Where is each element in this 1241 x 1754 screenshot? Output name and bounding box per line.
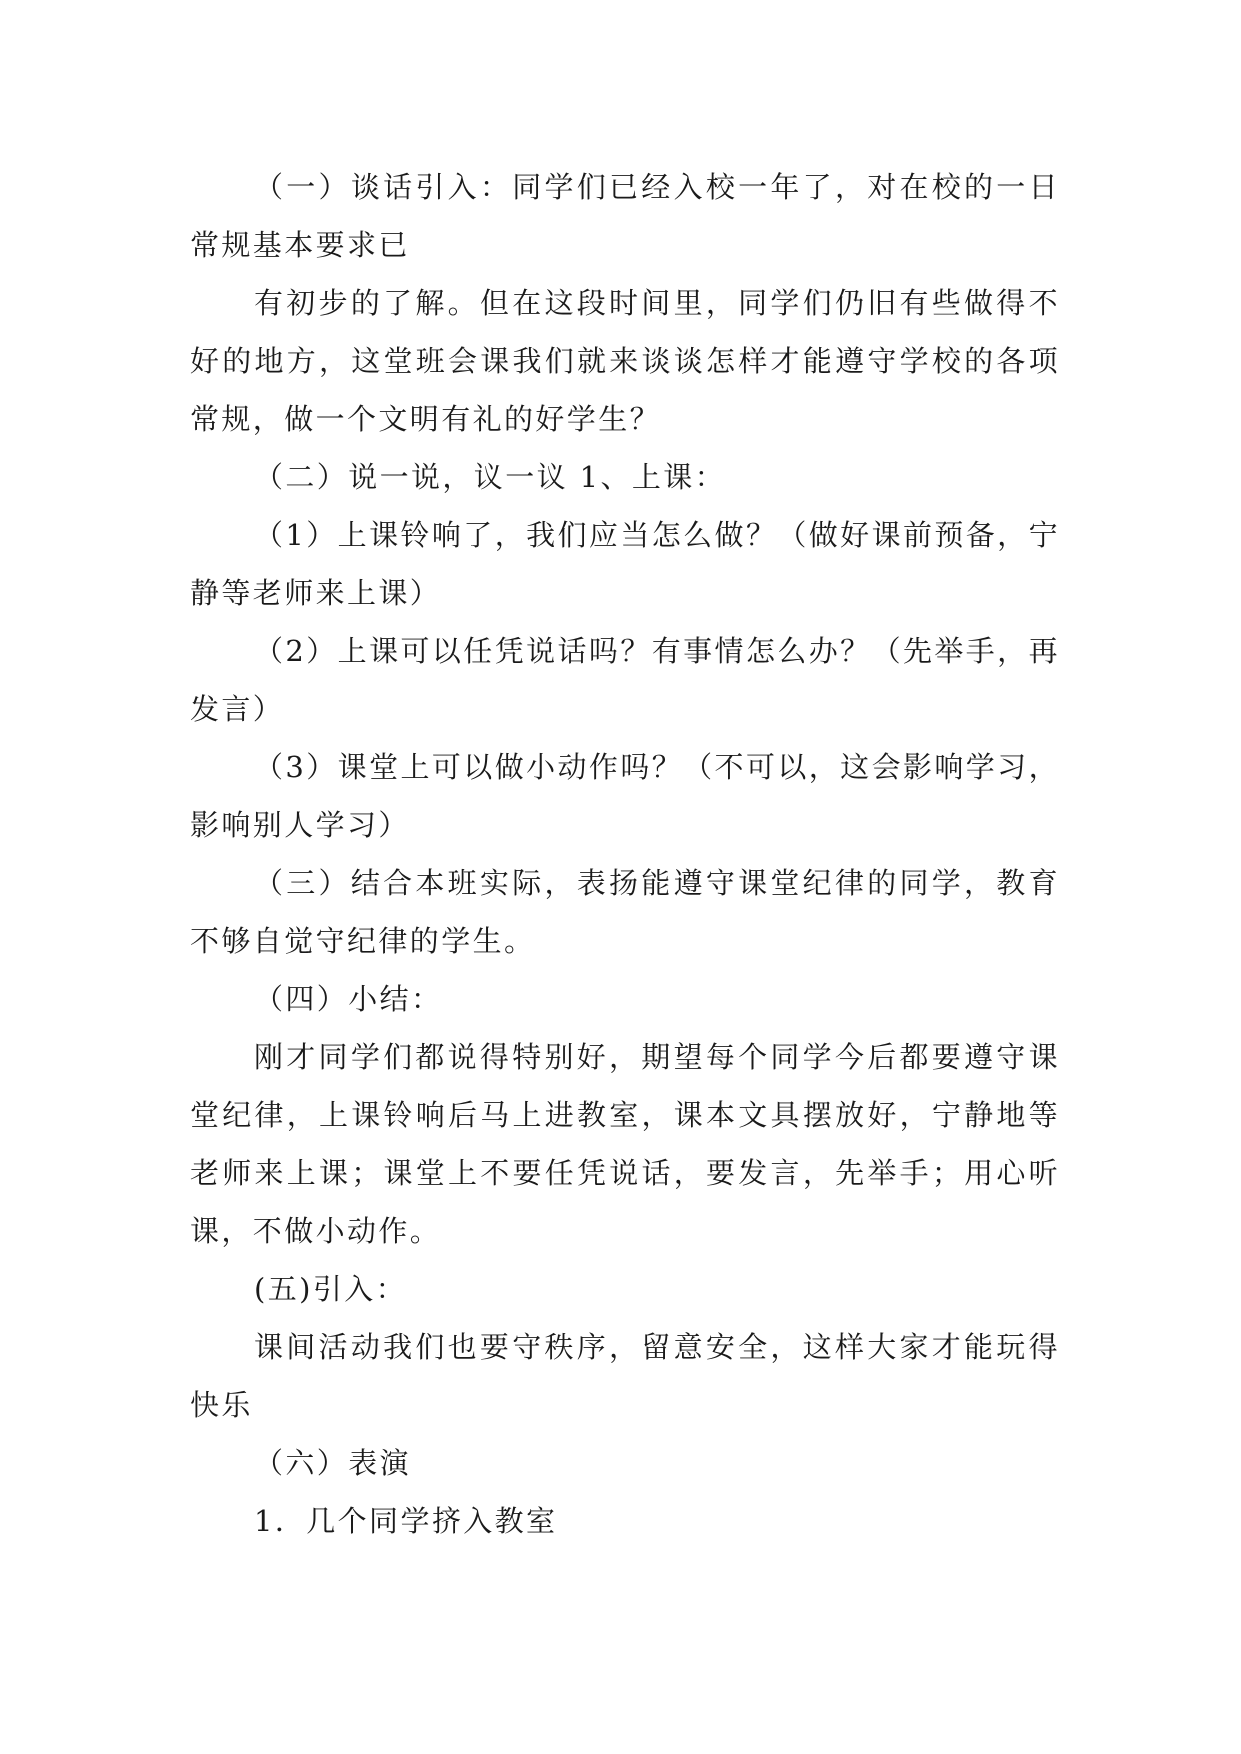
paragraph-intro-continued: 有初步的了解。但在这段时间里，同学们仍旧有些做得不好的地方，这堂班会课我们就来谈谈怎样才能遵守学校的各项常规，做一个文明有礼的好学生？ <box>190 286 1060 436</box>
paragraph-recess: 课间活动我们也要守秩序，留意安全，这样大家才能玩得快乐 <box>190 1330 1060 1422</box>
paragraph-section-six: （六）表演 <box>254 1446 412 1480</box>
document-body <box>190 158 1060 1550</box>
paragraph-question-2: （2）上课可以任凭说话吗？有事情怎么办？（先举手，再发言） <box>190 634 1060 726</box>
paragraph-section-five: (五)引入： <box>254 1272 408 1306</box>
paragraph-intro: （一）谈话引入：同学们已经入校一年了，对在校的一日常规基本要求已 <box>190 170 1060 262</box>
paragraph-question-1: （1）上课铃响了，我们应当怎么做？（做好课前预备，宁静等老师来上课） <box>190 518 1060 610</box>
paragraph-summary: 刚才同学们都说得特别好，期望每个同学今后都要遵守课堂纪律，上课铃响后马上进教室，课本文具摆放好，宁静地等老师来上课；课堂上不要任凭说话，要发言，先举手；用心听课，不做小动作。 <box>190 1040 1060 1248</box>
paragraph-section-four: （四）小结： <box>254 982 443 1016</box>
paragraph-section-three: （三）结合本班实际，表扬能遵守课堂纪律的同学，教育不够自觉守纪律的学生。 <box>190 866 1060 958</box>
paragraph-question-3: （3）课堂上可以做小动作吗？（不可以，这会影响学习，影响别人学习） <box>190 750 1060 842</box>
paragraph-performance-1: 1．几个同学挤入教室 <box>254 1504 558 1538</box>
paragraph-section-two: （二）说一说，议一议 1、上课： <box>254 460 727 494</box>
